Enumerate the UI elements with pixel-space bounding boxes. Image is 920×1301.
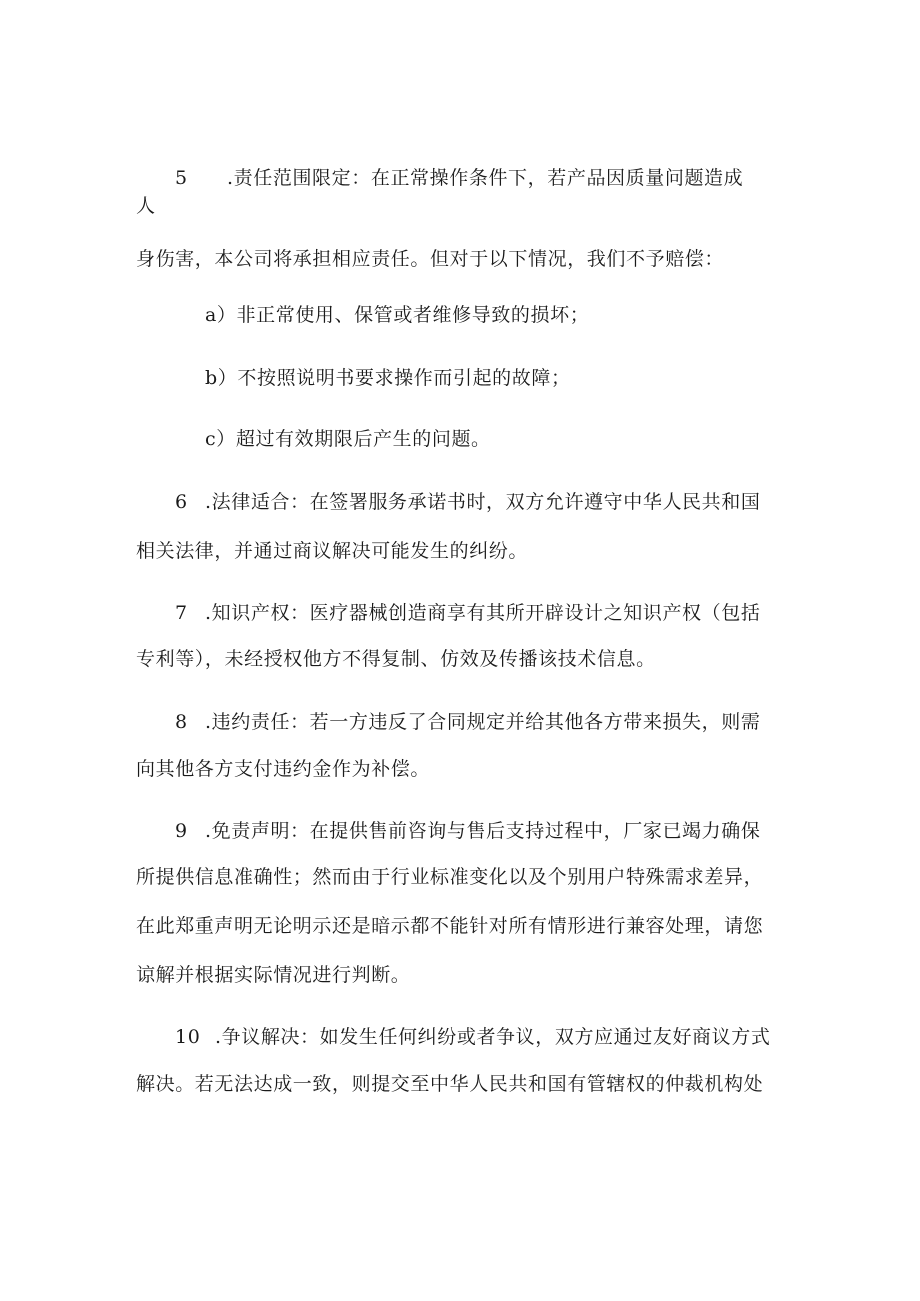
clause-7-number: 7: [175, 602, 188, 624]
clause-9-line-2: 所提供信息准确性；然而由于行业标准变化以及个别用户特殊需求差异，: [136, 866, 764, 888]
clause-8-line-1: [175, 709, 760, 735]
clause-9-line-1: [175, 818, 760, 844]
clause-6-line-2: 相关法律，并通过商议解决可能发生的纠纷。: [136, 540, 529, 562]
clause-10-line-2: 解决。若无法达成一致，则提交至中华人民共和国有管辖权的仲裁机构处: [136, 1073, 764, 1095]
clause-6-line-1: [175, 489, 760, 515]
clause-9-line-4: 谅解并根据实际情况进行判断。: [136, 964, 411, 986]
clause-5-line-2: 身伤害，本公司将承担相应责任。但对于以下情况，我们不予赔偿：: [136, 248, 725, 270]
clause-9-number: 9: [175, 820, 188, 842]
clause-10-text-1: .争议解决：如发生任何纠纷或者争议，双方应通过友好商议方式: [215, 1026, 771, 1048]
clause-6-number: 6: [175, 491, 188, 513]
clause-8-number: 8: [175, 711, 188, 733]
clause-5-item-b: b）不按照说明书要求操作而引起的故障；: [205, 367, 571, 389]
clause-7-text-1: .知识产权：医疗器械创造商享有其所开辟设计之知识产权（包括: [205, 602, 761, 624]
clause-8-text-1: .违约责任：若一方违反了合同规定并给其他各方带来损失，则需: [205, 711, 761, 733]
clause-5-number: 5: [175, 167, 188, 189]
clause-5-line-1: [175, 165, 743, 191]
clause-8-line-2: 向其他各方支付违约金作为补偿。: [136, 758, 431, 780]
clause-10-number: 10: [175, 1026, 201, 1048]
clause-5-text-1: .责任范围限定：在正常操作条件下，若产品因质量问题造成: [227, 167, 744, 189]
clause-5-item-c: c）超过有效期限后产生的问题。: [205, 428, 491, 450]
clause-9-line-3: 在此郑重声明无论明示还是暗示都不能针对所有情形进行兼容处理，请您: [136, 915, 764, 937]
clause-7-line-1: [175, 600, 760, 626]
clause-10-line-1: [175, 1024, 770, 1050]
clause-5-line-1b: 人: [136, 195, 156, 217]
clause-6-text-1: .法律适合：在签署服务承诺书时，双方允许遵守中华人民共和国: [205, 491, 761, 513]
clause-5-item-a: a）非正常使用、保管或者维修导致的损坏；: [205, 304, 590, 326]
clause-7-line-2: 专利等），未经授权他方不得复制、仿效及传播该技术信息。: [136, 648, 656, 670]
clause-9-text-1: .免责声明：在提供售前咨询与售后支持过程中，厂家已竭力确保: [205, 820, 761, 842]
